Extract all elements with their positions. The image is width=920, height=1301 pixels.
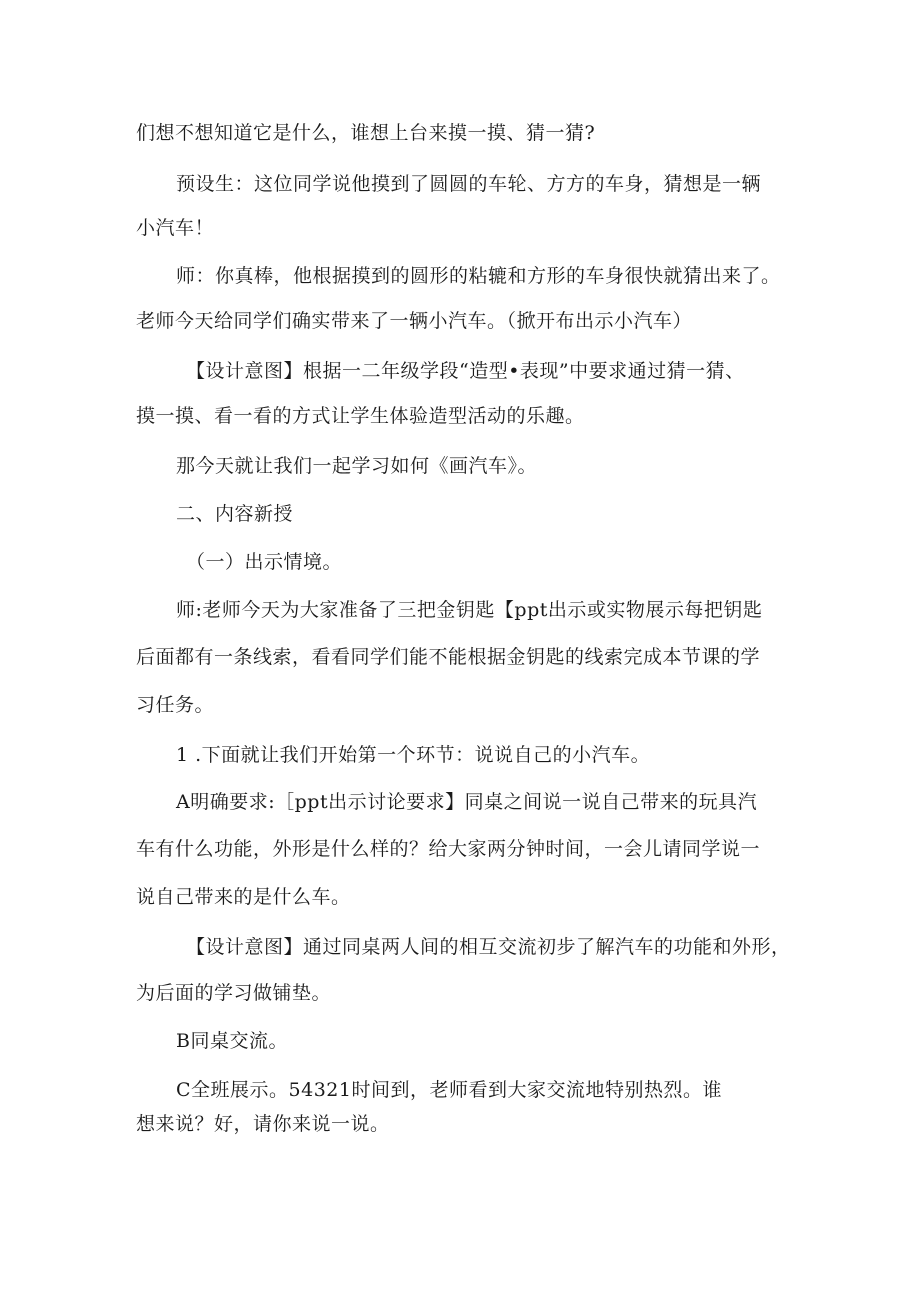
numbered-item-1: 1 .下面就让我们开始第一个环节：说说自己的小汽车。: [176, 744, 651, 766]
text-line-3: 小汽车！: [136, 217, 215, 239]
item-c-line-1: C全班展示。54321时间到，老师看到大家交流地特别热烈。谁: [176, 1079, 722, 1101]
text-line-8: 那今天就让我们一起学习如何《画汽车》。: [176, 455, 538, 477]
text-line-2: 预设生：这位同学说他摸到了圆圆的车轮、方方的车身，猜想是一辆: [176, 173, 762, 195]
item-a-line-3: 说自己带来的是什么车。: [136, 886, 351, 908]
item-c-line-2: 想来说？好，请你来说一说。: [136, 1113, 390, 1135]
design-intent-1-line-2: 摸一摸、看一看的方式让学生体验造型活动的乐趣。: [136, 405, 585, 427]
design-intent-2-line-1: 【设计意图】通过同桌两人间的相互交流初步了解汽车的功能和外形，: [186, 936, 791, 958]
text-line-13: 习任务。: [136, 694, 215, 716]
design-intent-1-line-1: 【设计意图】根据一二年级学段“造型•表现”中要求通过猜一猜、: [186, 360, 745, 382]
item-a-line-1: A明确要求:［ppt出示讨论要求】同桌之间说一说自己带来的玩具汽: [176, 791, 758, 813]
item-a-line-2: 车有什么功能，外形是什么样的？给大家两分钟时间，一会儿请同学说一: [136, 838, 761, 860]
design-intent-2-line-2: 为后面的学习做铺垫。: [136, 982, 332, 1004]
text-line-11: 师:老师今天为大家准备了三把金钥匙【ppt出示或实物展示每把钥匙: [176, 599, 763, 621]
section-heading: 二、内容新授: [176, 503, 294, 525]
subsection-heading: （一）出示情境。: [186, 551, 343, 573]
text-line-1: 们想不想知道它是什么，谁想上台来摸一摸、猜一猜?: [136, 122, 596, 144]
text-line-4: 师：你真棒，他根据摸到的圆形的粘辘和方形的车身很快就猜出来了。: [176, 265, 781, 287]
text-line-5: 老师今天给同学们确实带来了一辆小汽车。（掀开布出示小汽车）: [136, 310, 693, 332]
text-line-12: 后面都有一条线索，看看同学们能不能根据金钥匙的线索完成本节课的学: [136, 646, 761, 668]
item-b: B同桌交流。: [176, 1030, 288, 1052]
